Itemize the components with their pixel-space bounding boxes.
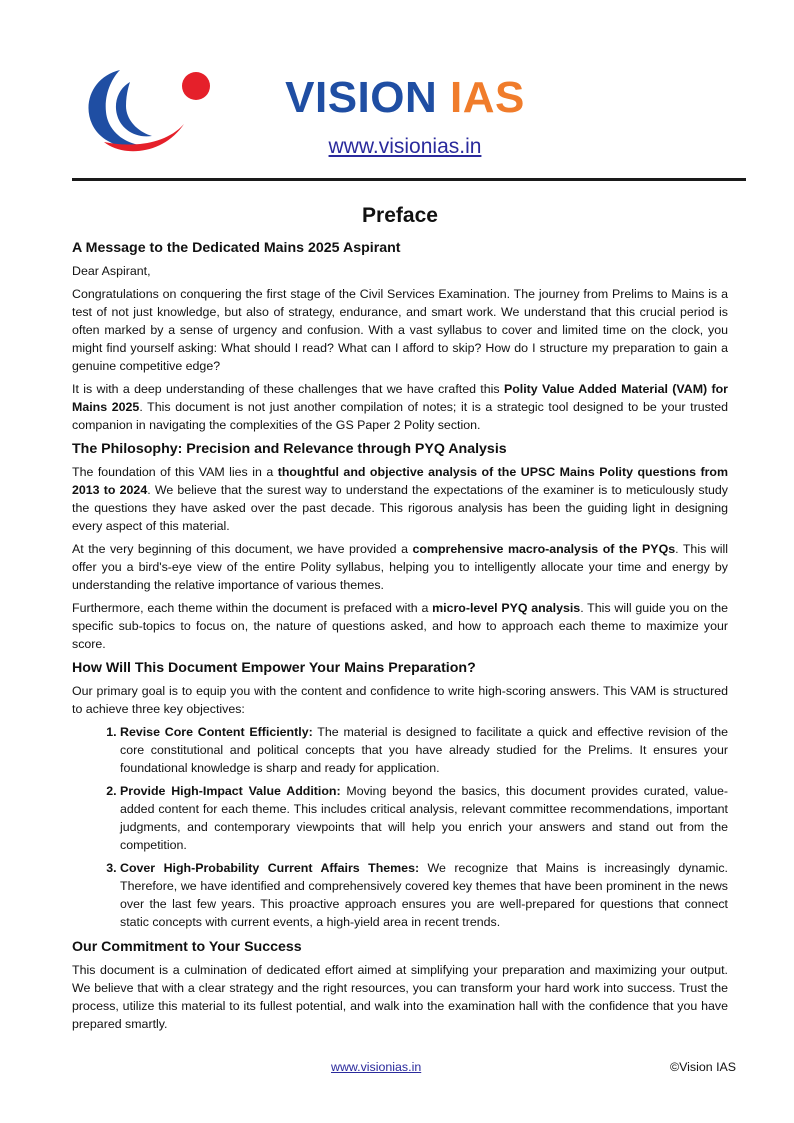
header-website-link[interactable]: www.visionias.in [328,135,482,158]
section-heading-empower: How Will This Document Empower Your Mains Preparation? [72,660,476,676]
brand-ias: IAS [450,73,525,122]
footer-website-link[interactable]: www.visionias.in [331,1060,422,1074]
document-body [72,200,728,1038]
header-divider [72,178,746,181]
paragraph: This document is a culmination of dedicated effort aimed at simplifying your preparation and maximizing your output. We believe that with a clear strategy and the right resources, you can transform your hard work into success. Trust the process, utilize this material to its fullest potential, and walk into the examination hall with the confidence that you have prepared smartly. [72,963,728,1031]
vision-ias-logo-icon [80,62,212,154]
logo-blue-swoosh-inner [116,82,152,136]
brand-vision: VISION [285,73,438,122]
section-heading-message: A Message to the Dedicated Mains 2025 Aspirant [72,240,401,256]
paragraph: Furthermore, each theme within the document is prefaced with a micro-level PYQ analysis. This will guide you on the specific sub-topics to focus on, the nature of questions asked, and how to approach each theme to maximize your score. [72,601,728,651]
paragraph: Congratulations on conquering the first stage of the Civil Services Examination. The journey from Prelims to Mains is a test of not just knowledge, but also of strategy, endurance, and smart work. We understand that this crucial period is often marked by a sense of urgency and confusion. With a vast syllabus to cover and limited time on the clock, you might find yourself asking: What should I read? What can I afford to skip? How do I structure my preparation to gain a genuine competitive edge? [72,287,728,373]
footer-copyright: ©Vision IAS [670,1060,737,1074]
paragraph: It is with a deep understanding of these challenges that we have crafted this Polity Value Added Material (VAM) for Mains 2025. This document is not just another compilation of notes; it is a strategic tool designed to be your trusted companion in navigating the complexities of the GS Paper 2 Polity section. [72,382,729,432]
paragraph: Our primary goal is to equip you with the content and confidence to write high-scoring answers. This VAM is structured to achieve three key objectives: [72,684,728,716]
list-item: 2. Provide High-Impact Value Addition: Moving beyond the basics, this document provides curated, value-added content for each theme. This includes critical analysis, relevant committee recommendations, important judgments, and contemporary viewpoints that will help you enrich your answers and stand out from the competition. [120,782,728,854]
page-title: Preface [362,204,438,227]
list-item: 3. Cover High-Probability Current Affairs Themes: We recognize that Mains is increasingly dynamic. Therefore, we have identified and comprehensively covered key themes that have been prominent in the news over the last few years. This proactive approach ensures you are well-prepared for questions that connect static concepts with current events, a high-yield area in recent trends. [120,859,728,931]
paragraph: The foundation of this VAM lies in a thoughtful and objective analysis of the UPSC Mains Polity questions from 2013 to 2024. We believe that the surest way to understand the expectations of the examiner is to meticulously study the questions they have asked over the past decade. This rigorous analysis has been the guiding light in designing every aspect of this material. [72,465,728,533]
section-heading-commitment: Our Commitment to Your Success [72,939,302,955]
objectives-list [72,723,728,931]
list-item: 1. Revise Core Content Efficiently: The material is designed to facilitate a quick and effective revision of the core constitutional and political concepts that you have already studied for the Prelims. It ensures your foundational knowledge is sharp and ready for application. [120,723,728,777]
section-heading-philosophy: The Philosophy: Precision and Relevance through PYQ Analysis [72,441,507,457]
paragraph: At the very beginning of this document, we have provided a comprehensive macro-analysis of the PYQs. This will offer you a bird's-eye view of the entire Polity syllabus, helping you to intelligently allocate your time and energy by understanding the relative importance of various themes. [72,542,729,592]
salutation: Dear Aspirant, [72,264,151,278]
brand-title [200,70,610,126]
